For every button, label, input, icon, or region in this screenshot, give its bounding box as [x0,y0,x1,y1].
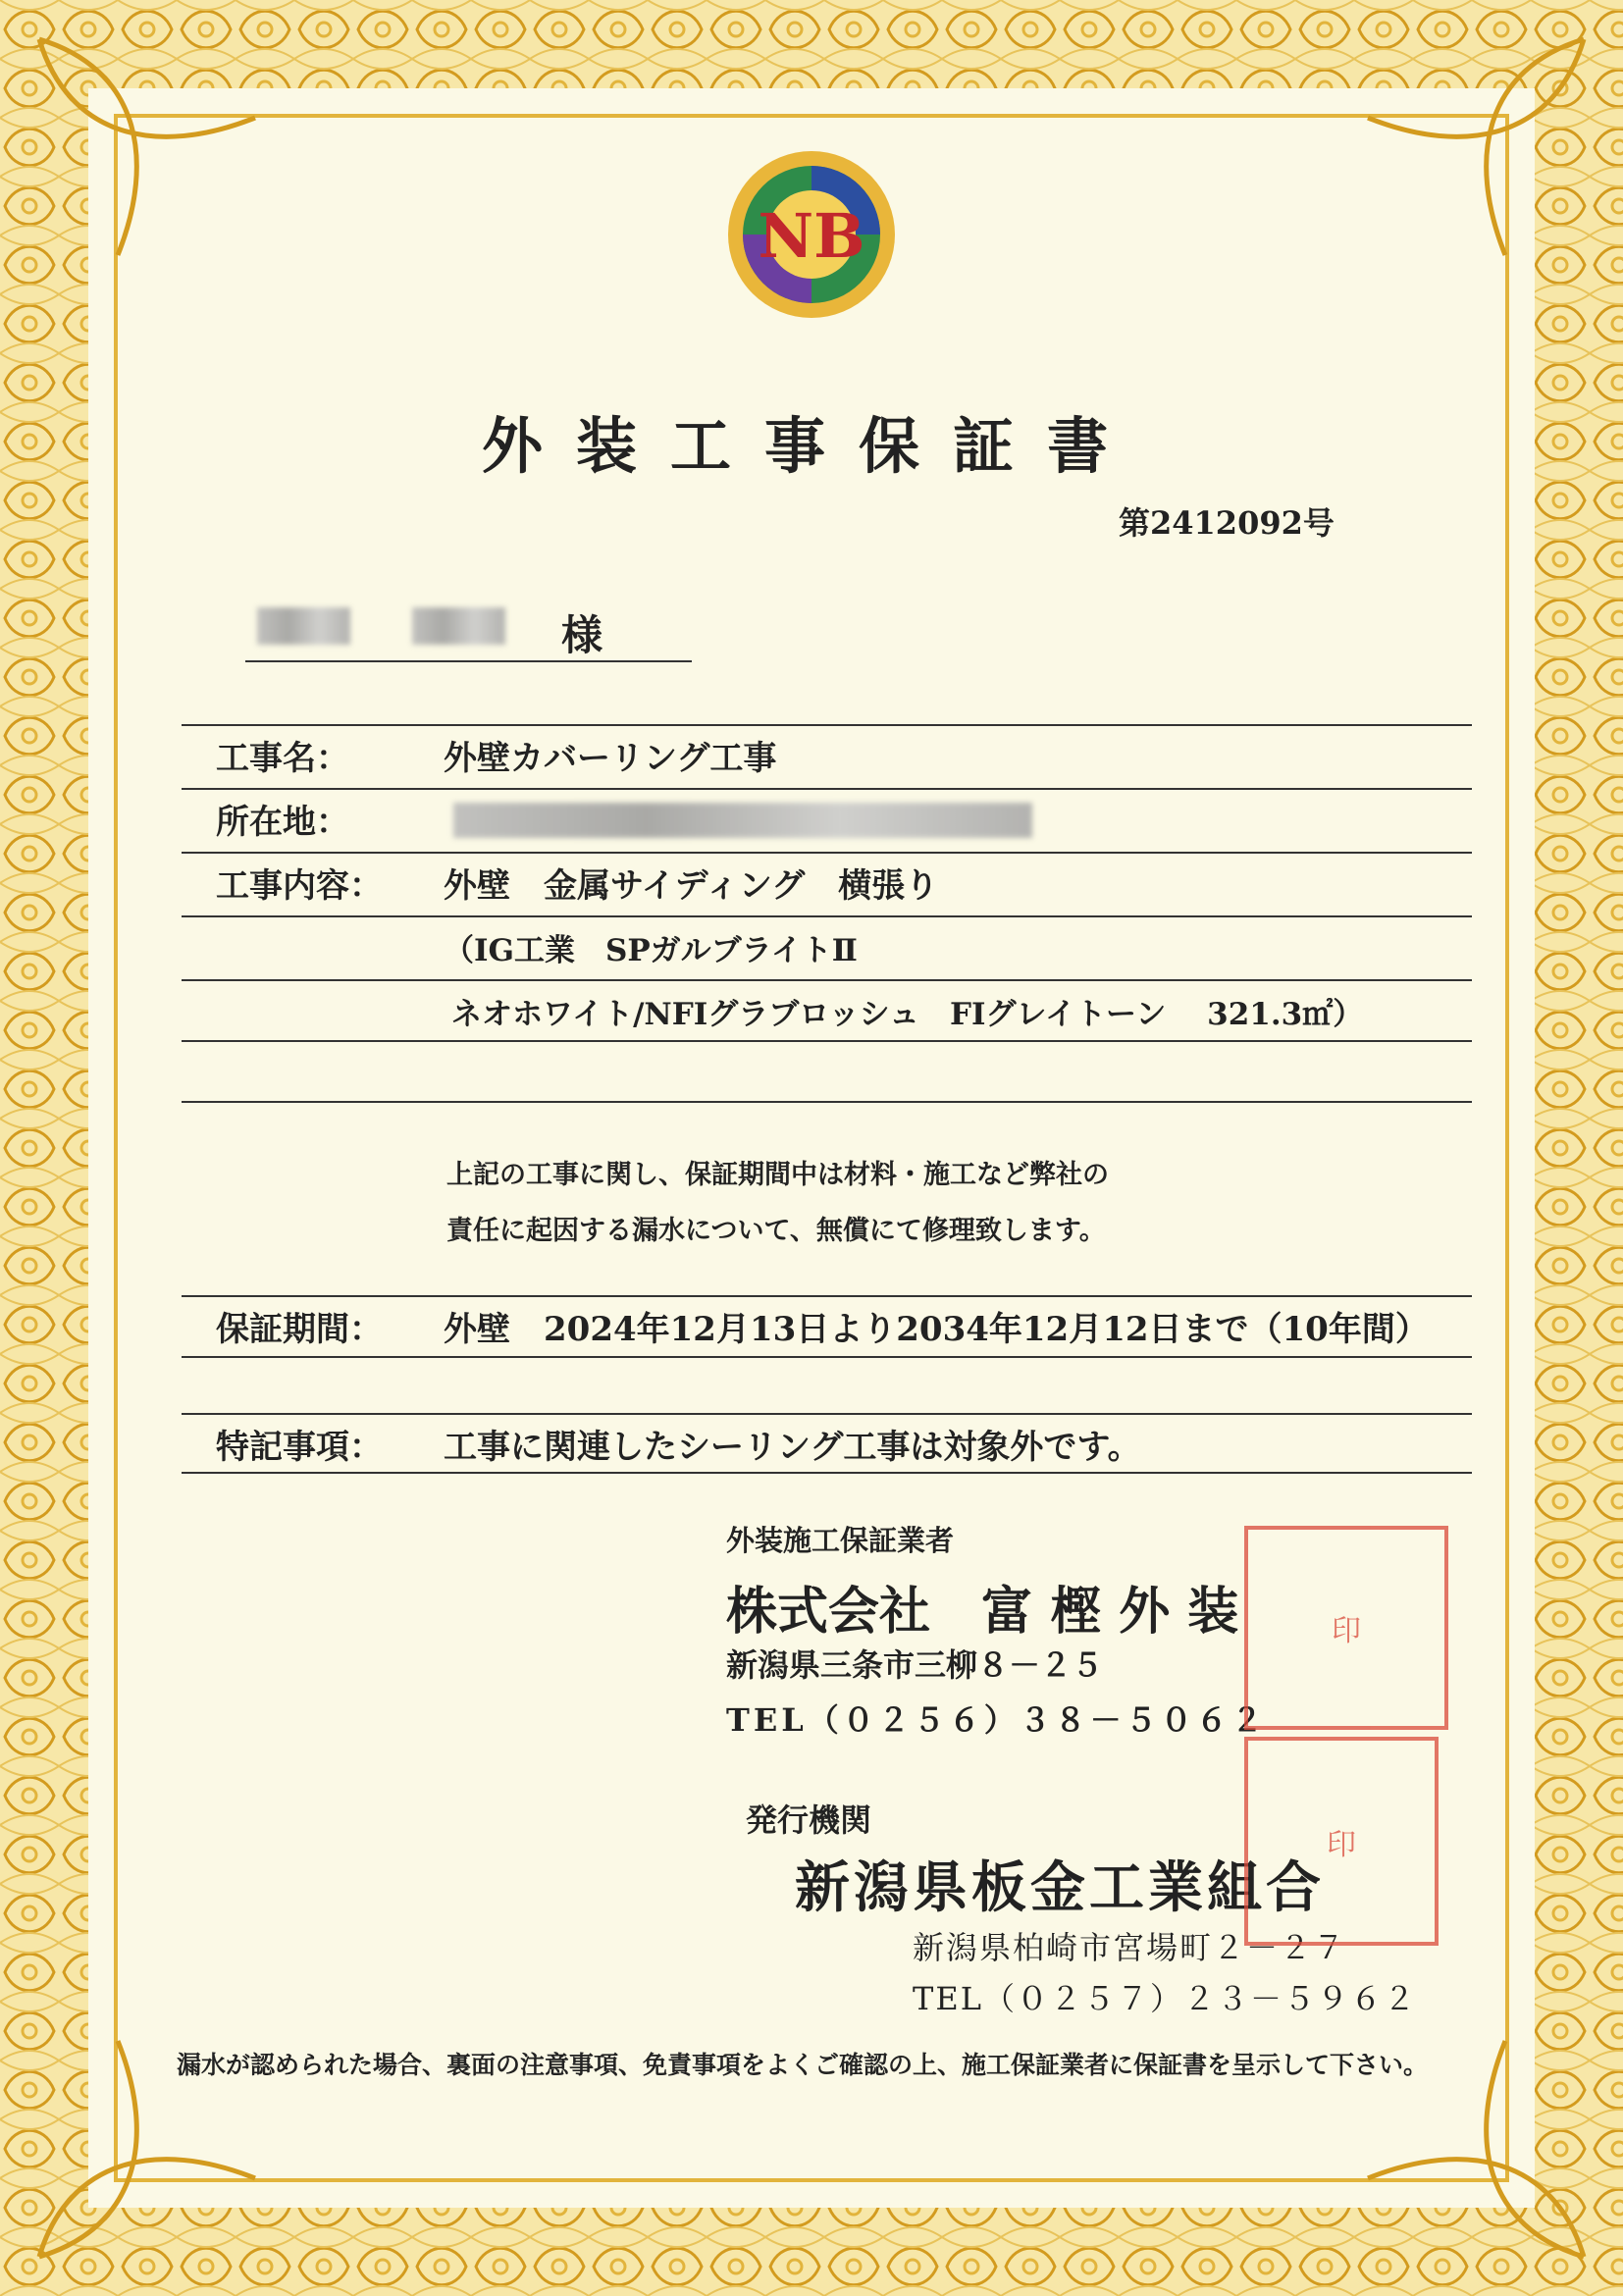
content-line-1: 外壁 金属サイディング 横張り [444,866,939,906]
redacted-name [412,607,505,645]
redacted-address [453,803,1032,838]
redacted-name [257,607,350,645]
notes-value: 工事に関連したシーリング工事は対象外です。 [444,1428,1141,1467]
statement-line-2: 責任に起因する漏水について、無償にて修理致します。 [446,1216,1106,1246]
rule [182,1413,1472,1415]
recipient-row [245,594,692,662]
work-name-label: 工事名： [216,739,349,778]
statement-line-1: 上記の工事に関し、保証期間中は材料・施工など弊社の [446,1160,1109,1190]
contractor-role: 外装施工保証業者 [726,1524,955,1557]
rule [182,1101,1472,1103]
certificate-number: 第2412092号 [1119,504,1335,542]
warranty-value: 外壁 2024年12月13日より2034年12月12日まで（10年間） [444,1310,1429,1349]
content-line-2: （IG工業 SPガルブライトⅡ [444,933,858,968]
issuer-name: 新潟県板金工業組合 [795,1855,1325,1920]
rule [182,1295,1472,1297]
location-label: 所在地： [216,803,349,842]
issuer-role: 発行機関 [746,1801,872,1839]
rule [182,979,1472,981]
contractor-address: 新潟県三条市三柳８－２５ [726,1646,1104,1684]
rule [182,1472,1472,1474]
issuer-seal: 印 [1244,1737,1439,1946]
issuer-tel: TEL（０２５７）２３－５９６２ [913,1980,1417,2017]
contractor-seal: 印 [1244,1526,1448,1730]
work-name-value: 外壁カバーリング工事 [444,739,777,778]
rule [182,852,1472,854]
content-line-3: ネオホワイト/NFIグラブロッシュ FIグレイトーン 321.3㎡） [451,997,1364,1032]
contractor-tel: TEL（０２５６）３８－５０６２ [726,1701,1267,1739]
honorific: 様 [561,611,603,659]
issuer-address: 新潟県柏崎市宮場町２－２７ [913,1929,1347,1966]
rule [182,915,1472,917]
rule [182,1040,1472,1042]
contractor-name: 株式会社 富 樫 外 装 [726,1582,1239,1642]
rule [182,1356,1472,1358]
notes-label: 特記事項： [216,1428,383,1467]
footer-note: 漏水が認められた場合、裏面の注意事項、免責事項をよくご確認の上、施工保証業者に保証書を呈示して下さい。 [177,2051,1429,2079]
content-label: 工事内容： [216,866,383,906]
rule [182,724,1472,726]
association-emblem [724,147,899,322]
svg-text:NB: NB [758,200,865,272]
rule [182,788,1472,790]
document-title: 外装工事保証書 [481,410,1141,482]
warranty-label: 保証期間： [216,1310,383,1349]
